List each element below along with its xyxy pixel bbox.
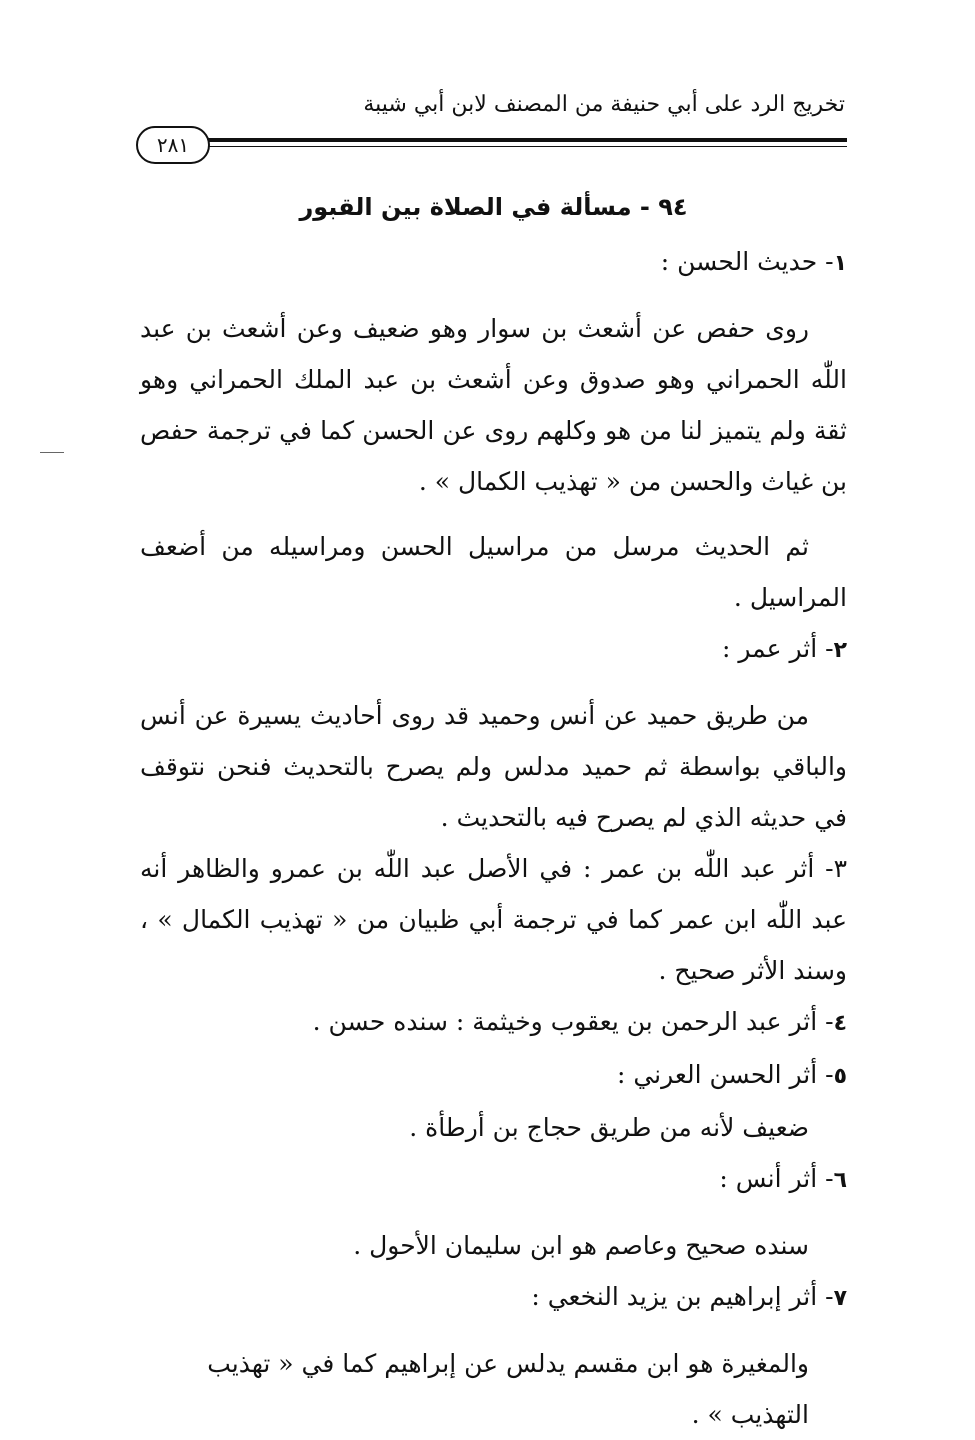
item-heading: [140, 1153, 847, 1206]
item-label: - أثر عبد اللّٰه بن عمر : في الأصل عبد اللّٰه بن عمرو والظاهر أنه عبد اللّٰه ابن عمر كما في ترجمة أبي ظبيان من « تهذيب الكمال » ، وسند الأثر صحيح .: [140, 854, 847, 985]
item-2: [140, 623, 847, 843]
item-3: [140, 843, 847, 996]
item-label: - أثر أنس :: [719, 1164, 834, 1193]
item-label: - أثر عمر :: [721, 634, 834, 663]
item-number: ٦: [833, 1168, 847, 1193]
item-number: ٤: [833, 1011, 847, 1036]
section-title: ٩٤ - مسألة في الصلاة بين القبور: [299, 193, 688, 221]
item-heading: [140, 996, 847, 1049]
item-6: [140, 1153, 847, 1271]
item-number: ٣: [833, 854, 847, 883]
header-rule-thin: [200, 146, 847, 147]
item-heading: [140, 623, 847, 676]
item-heading: [140, 236, 847, 289]
item-5: [140, 1049, 847, 1153]
item-4: [140, 996, 847, 1049]
item-number: ٧: [833, 1286, 847, 1311]
paragraph: ثم الحديث مرسل من مراسيل الحسن ومراسيله من أضعف المراسيل .: [140, 532, 847, 612]
margin-mark: [40, 452, 64, 453]
running-title: تخريج الرد على أبي حنيفة من المصنف لابن أبي شيبة: [363, 92, 845, 117]
item-label: - أثر الحسن العرني :: [616, 1060, 834, 1089]
page-body: [140, 176, 847, 1440]
item-heading: [140, 1271, 847, 1324]
page-number: ٢٨١: [136, 126, 210, 164]
item-label: - حديث الحسن :: [660, 247, 834, 276]
item-7: [140, 1271, 847, 1440]
item-number: ٥: [833, 1064, 847, 1089]
item-heading: [140, 843, 847, 996]
item-label: - أثر إبراهيم بن يزيد النخعي :: [531, 1282, 834, 1311]
item-number: ١: [833, 251, 847, 276]
item-label: - أثر عبد الرحمن بن يعقوب وخيثمة : سنده حسن .: [312, 1007, 834, 1036]
paragraph: ضعيف لأنه من طريق حجاج بن أرطأة .: [409, 1113, 809, 1142]
paragraph: من طريق حميد عن أنس وحميد قد روى أحاديث يسيرة عن أنس والباقي بواسطة ثم حميد مدلس ولم يصرح بالتحديث فنحن نتوقف في حديثه الذي لم يصرح فيه بالتحديث .: [140, 701, 847, 832]
paragraph: روى حفص عن أشعث بن سوار وهو ضعيف وعن أشعث بن عبد اللّٰه الحمراني وهو صدوق وعن أشعث بن عبد الملك الحمراني وهو ثقة ولم يتميز لنا من هو وكلهم روى عن الحسن كما في ترجمة حفص بن غياث والحسن من « تهذيب الكمال » .: [140, 314, 847, 496]
header-rule-thick: [200, 138, 847, 142]
paragraph: والمغيرة هو ابن مقسم يدلس عن إبراهيم كما في « تهذيب التهذيب » .: [207, 1349, 809, 1429]
item-heading: [140, 1049, 847, 1102]
item-1: [140, 236, 847, 623]
item-number: ٢: [833, 638, 847, 663]
paragraph: سنده صحيح وعاصم هو ابن سليمان الأحول .: [353, 1231, 809, 1260]
